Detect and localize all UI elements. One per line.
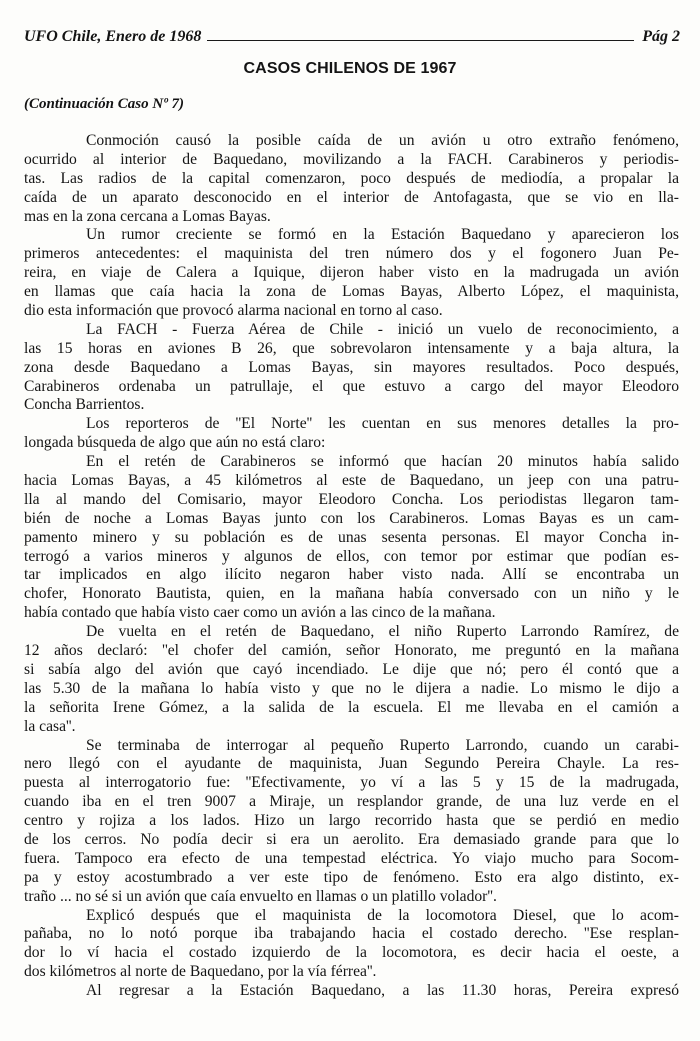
body-line: bién de noche a Lomas Bayas junto con los Carabineros. Lomas Bayas es un cam- xyxy=(24,509,679,527)
body-line: caída de un aparato desconocido en el interior de Antofagasta, que se vio en lla- xyxy=(24,188,679,206)
body-line: Un rumor creciente se formó en la Estación Baquedano y aparecieron los xyxy=(86,226,679,244)
body-line: Conmoción causó la posible caída de un avión u otro extraño fenómeno, xyxy=(86,132,679,149)
page-header xyxy=(24,18,680,46)
body-line: lla al mando del Comisario, mayor Eleodoro Concha. Los periodistas llegaron tam- xyxy=(24,490,679,508)
body-line: había contado que había visto caer como un avión a las cinco de la mañana. xyxy=(24,604,496,622)
body-line: hacia Lomas Bayas, a 45 kilómetros al este de Baquedano, un jeep con una patru- xyxy=(24,472,679,490)
body-line: Los reporteros de ''El Norte'' les cuentan en sus menores detalles la pro- xyxy=(86,415,679,433)
body-line: la casa''. xyxy=(24,717,76,735)
body-line: De vuelta en el retén de Baquedano, el niño Ruperto Larrondo Ramírez, de xyxy=(86,623,679,641)
body-line: ocurrido al interior de Baquedano, movilizando a la FACH. Carabineros y periodis- xyxy=(24,150,679,168)
body-line: dos kilómetros al norte de Baquedano, por la vía férrea''. xyxy=(24,963,377,981)
body-line: chofer, Honorato Bautista, quien, en la mañana había conversado con un niño y le xyxy=(24,585,679,603)
body-line: las 15 horas en aviones B 26, que sobrevolaron intensamente y a baja altura, la xyxy=(24,339,679,357)
body-line: pañaba, no lo notó porque iba trabajando hacia el costado derecho. ''Ese resplan- xyxy=(24,925,679,943)
publication-title: UFO Chile, Enero de 1968 xyxy=(24,28,202,45)
body-line: Al regresar a la Estación Baquedano, a las 11.30 horas, Pereira expresó xyxy=(86,982,679,1000)
body-line: pamento minero y su población es de unas sesenta personas. El mayor Concha in- xyxy=(24,528,679,546)
body-line: zona desde Baquedano a Lomas Bayas, sin mayores resultados. Poco después, xyxy=(24,358,679,376)
body-line: Carabineros ordenaba un patrullaje, el que estuvo a cargo del mayor Eleodoro xyxy=(24,377,679,395)
body-line: nero llegó con el ayudante de maquinista, Juan Segundo Pereira Chayle. La res- xyxy=(24,755,679,773)
body-line: traño ... no sé si un avión que caía envuelto en llamas o un platillo volador''. xyxy=(24,887,497,905)
header-rule xyxy=(207,40,634,41)
body-line: dio esta información que provocó alarma nacional en torno al caso. xyxy=(24,302,443,320)
body-line: longada búsqueda de algo que aún no está claro: xyxy=(24,434,326,452)
body-line: centro y rojiza a los lados. Hizo un largo recorrido hasta que se perdió en medio xyxy=(24,812,679,830)
body-line: de los cerros. No podía decir si era un aerolito. Era demasiado grande para que lo xyxy=(24,830,679,848)
body-line: Explicó después que el maquinista de la locomotora Diesel, que lo acom- xyxy=(86,906,679,924)
body-line: tar implicados en algo ilícito negaron haber visto nada. Allí se encontraba un xyxy=(24,566,679,584)
body-line: Se terminaba de interrogar al pequeño Ruperto Larrondo, cuando un carabi- xyxy=(86,736,679,754)
body-line: si sabía algo del avión que cayó incendiado. Le dije que nó; pero él contó que a xyxy=(24,660,679,678)
body-line: primeros antecedentes: el maquinista del tren número dos y el fogonero Juan Pe- xyxy=(24,245,679,263)
body-line: mas en la zona cercana a Lomas Bayas. xyxy=(24,207,271,225)
article-subtitle: (Continuación Caso Nº 7) xyxy=(24,96,184,112)
page-number: Pág 2 xyxy=(642,28,680,45)
body-line: la señorita Irene Gómez, a la salida de la escuela. El me llevaba en el camión a xyxy=(24,698,679,716)
body-line: fuera. Tampoco era efecto de una tempestad eléctrica. Yo viajo mucho para Socom- xyxy=(24,849,679,867)
body-line: La FACH - Fuerza Aérea de Chile - inició un vuelo de reconocimiento, a xyxy=(86,320,679,338)
body-line: dor lo ví hacia el costado izquierdo de la locomotora, es decir hacia el oeste, a xyxy=(24,944,679,962)
body-line: las 5.30 de la mañana lo había visto y que no le dijera a nadie. Lo mismo le dijo a xyxy=(24,679,679,697)
article-body xyxy=(24,132,679,1001)
body-line: Concha Barrientos. xyxy=(24,396,145,414)
body-line: 12 años declaró: ''el chofer del camión, señor Honorato, me preguntó en la mañana xyxy=(24,642,679,660)
body-line: puesta al interrogatorio fue: ''Efectivamente, yo ví a las 5 y 15 de la madrugada, xyxy=(24,774,679,792)
body-line: cuando iba en el tren 9007 a Miraje, un resplandor grande, de una luz verde en el xyxy=(24,793,679,811)
body-line: en llamas que caía hacia la zona de Lomas Bayas, Alberto López, el maquinista, xyxy=(24,283,679,301)
article-title: CASOS CHILENOS DE 1967 xyxy=(243,60,457,77)
body-line: reira, en viaje de Calera a Iquique, dijeron haber visto en la madrugada un avión xyxy=(24,264,679,282)
body-line: pa y estoy acostumbrado a ver este tipo de fenómeno. Esto era algo distinto, ex- xyxy=(24,868,679,886)
body-line: terrogó a varios mineros y algunos de ellos, con temor por estimar que podían es- xyxy=(24,547,679,565)
body-line: En el retén de Carabineros se informó que hacían 20 minutos había salido xyxy=(86,453,679,471)
body-line: tas. Las radios de la capital comenzaron, poco después de mediodía, a propalar la xyxy=(24,169,679,187)
